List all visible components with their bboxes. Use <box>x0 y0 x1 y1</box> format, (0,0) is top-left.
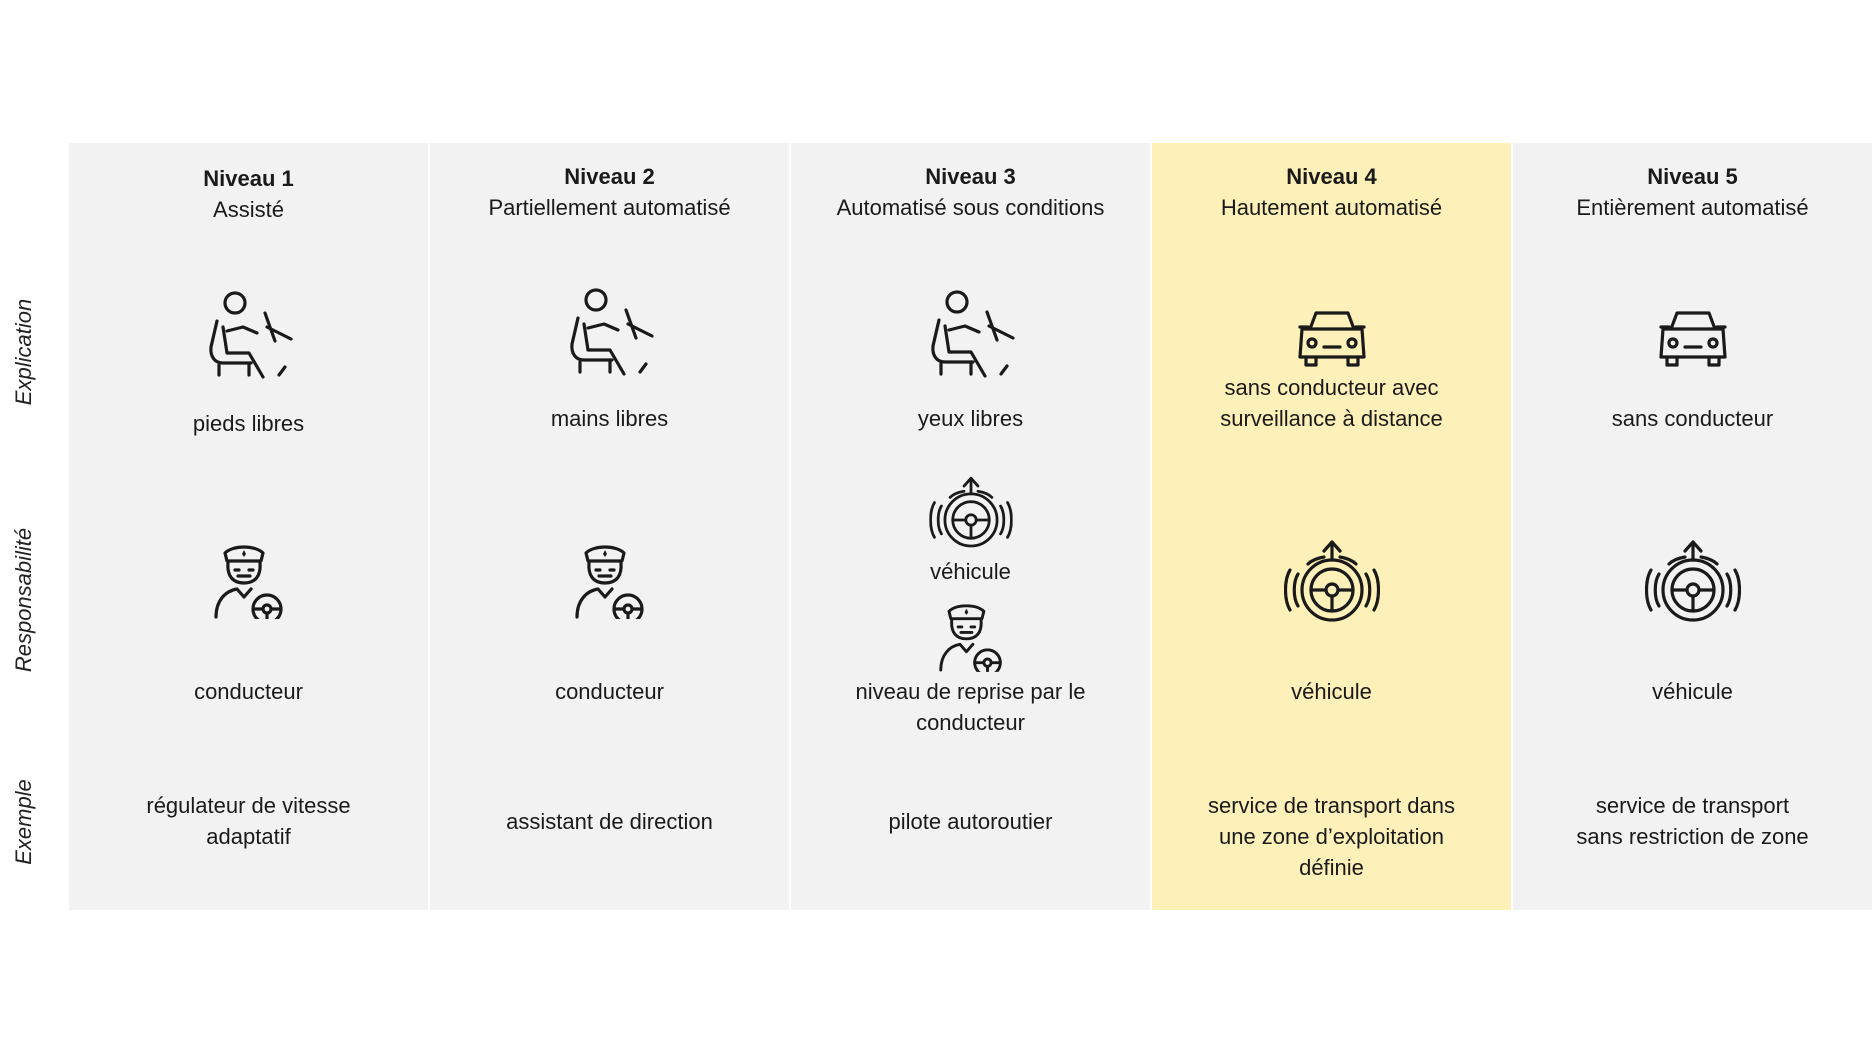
driver-chauffeur-icon <box>938 602 1004 672</box>
level-2-column <box>430 143 789 910</box>
level-title: Niveau 1 <box>203 166 294 191</box>
level-title: Niveau 4 <box>1286 164 1377 189</box>
explication-text: yeux libres <box>917 406 1024 431</box>
level-subtitle: Entièrement automatisé <box>1576 195 1809 220</box>
responsibility-text: conducteur <box>555 679 664 704</box>
level-title: Niveau 3 <box>925 164 1016 189</box>
explication-text: pieds libres <box>192 411 305 436</box>
level-1-column <box>69 143 428 910</box>
car-icon <box>1655 307 1731 367</box>
level-subtitle: Automatisé sous conditions <box>836 195 1105 220</box>
autonomous-steering-wheel-icon <box>929 473 1013 553</box>
level-subtitle: Hautement automatisé <box>1220 195 1443 220</box>
responsibility-text: conducteur <box>194 679 303 704</box>
explication-text: mains libres <box>550 406 669 431</box>
explication-text: sans conducteur <box>1611 406 1774 431</box>
responsibility-top-text: véhicule <box>930 559 1011 584</box>
driver-seat-icon <box>205 291 293 383</box>
example-text: pilote autoroutier <box>888 809 1053 834</box>
driver-chauffeur-icon <box>574 543 646 619</box>
example-text: régulateur de vitesse adaptatif <box>146 793 351 849</box>
driver-chauffeur-icon <box>213 543 285 619</box>
example-text: service de transport sans restriction de zone <box>1576 793 1809 849</box>
example-text: service de transport dans une zone d’exploitation définie <box>1207 793 1456 880</box>
level-subtitle: Partiellement automatisé <box>488 195 731 220</box>
autonomous-steering-wheel-icon <box>1645 536 1741 628</box>
level-subtitle: Assisté <box>213 197 284 222</box>
car-icon <box>1294 307 1370 367</box>
responsibility-text: niveau de reprise par le conducteur <box>855 679 1086 735</box>
explication-text: sans conducteur avec surveillance à distance <box>1220 375 1443 431</box>
responsibility-text: véhicule <box>1652 679 1733 704</box>
example-text: assistant de direction <box>506 809 713 834</box>
autonomous-steering-wheel-icon <box>1284 536 1380 628</box>
level-5-column <box>1513 143 1872 910</box>
level-title: Niveau 2 <box>564 164 655 189</box>
automation-levels-table <box>69 143 1872 910</box>
responsibility-text: véhicule <box>1291 679 1372 704</box>
level-4-column <box>1152 143 1511 910</box>
level-title: Niveau 5 <box>1647 164 1738 189</box>
driver-seat-icon <box>566 288 654 380</box>
driver-seat-icon <box>927 290 1015 382</box>
level-3-column <box>791 143 1150 910</box>
